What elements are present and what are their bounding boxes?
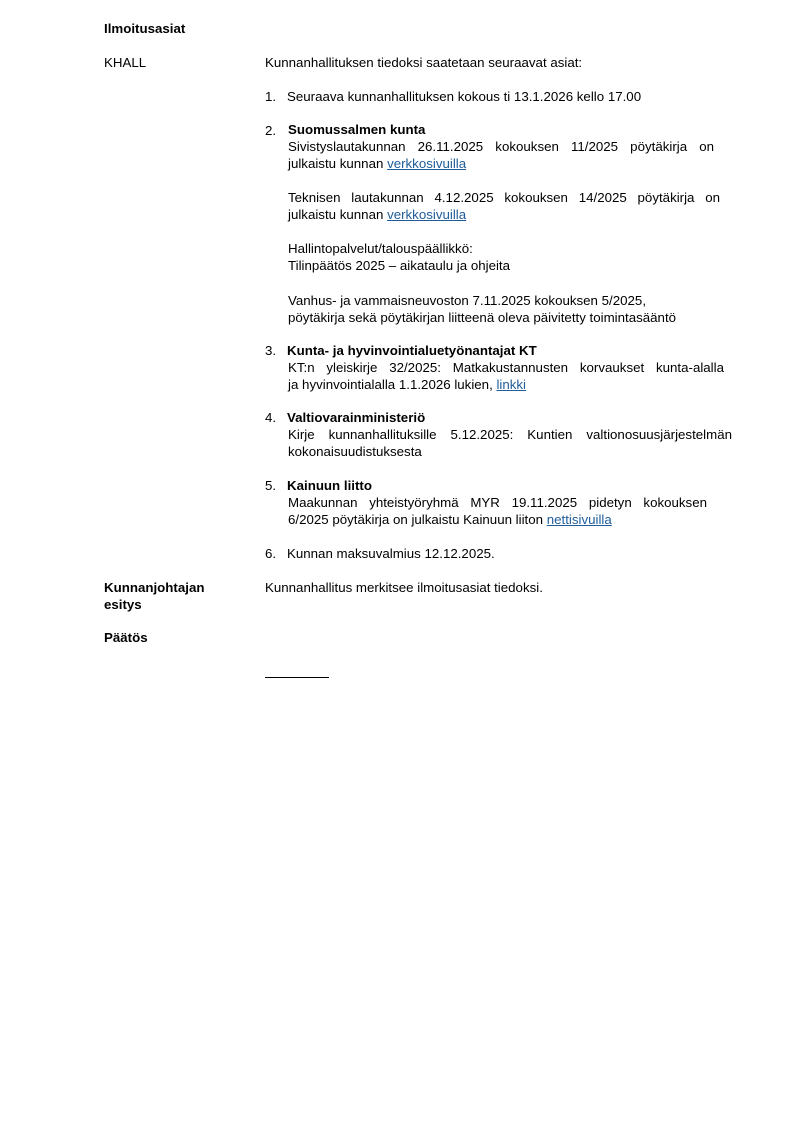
item-2-entry-1-line-2 — [288, 155, 714, 172]
item-3-line-1: KT:n yleiskirje 32/2025: Matkakustannusten korvaukset kunta-alalla — [288, 360, 724, 375]
item-4-number: 4. — [265, 410, 277, 425]
decision-label: Päätös — [104, 630, 148, 645]
item-2-heading: Suomussalmen kunta — [288, 122, 426, 137]
item-2-entry-4-line-2: pöytäkirja sekä pöytäkirjan liitteenä oleva päivitetty toimintasääntö — [288, 310, 677, 325]
item-2-entry-1-line-1: Sivistyslautakunnan 26.11.2025 kokouksen 11/2025 pöytäkirja on — [288, 139, 714, 154]
proposal-label-line-1: Kunnanjohtajan — [104, 580, 205, 595]
item-5-line-1: Maakunnan yhteistyöryhmä MYR 19.11.2025 pidetyn kokouksen — [288, 495, 707, 510]
item-3-number: 3. — [265, 343, 277, 358]
item-4-body — [288, 426, 732, 460]
item-1-text: Seuraava kunnanhallituksen kokous ti 13.1.2026 kello 17.00 — [287, 89, 642, 104]
item-6-text: Kunnan maksuvalmius 12.12.2025. — [287, 546, 495, 561]
item-2-entry-1-prefix: julkaistu kunnan — [288, 156, 388, 171]
item-5-line-2 — [288, 511, 707, 528]
item-5-link[interactable]: nettisivuilla — [546, 512, 612, 527]
item-2-entry-3-line-2: Tilinpäätös 2025 – aikataulu ja ohjeita — [288, 258, 511, 273]
proposal-text: Kunnanhallitus merkitsee ilmoitusasiat tiedoksi. — [265, 580, 543, 595]
item-2-entry-2 — [288, 189, 720, 223]
khall-label: KHALL — [104, 55, 147, 70]
item-3-line-2 — [288, 376, 724, 393]
item-5-body — [288, 494, 707, 528]
item-2-entry-2-link[interactable]: verkkosivuilla — [387, 207, 467, 222]
item-4-line-2: kokonaisuudistuksesta — [288, 444, 422, 459]
proposal-label-line-2: esitys — [104, 597, 142, 612]
decision-signature-line — [265, 677, 329, 678]
item-5-number: 5. — [265, 478, 277, 493]
item-6-number: 6. — [265, 546, 277, 561]
item-3-heading: Kunta- ja hyvinvointialuetyönantajat KT — [287, 343, 537, 358]
item-2-entry-4 — [288, 292, 738, 326]
item-2-entry-1-link[interactable]: verkkosivuilla — [387, 156, 467, 171]
item-2-entry-2-prefix: julkaistu kunnan — [288, 207, 388, 222]
item-2-entry-2-line-1: Teknisen lautakunnan 4.12.2025 kokouksen 14/2025 pöytäkirja on — [288, 190, 720, 205]
item-2-entry-4-line-1: Vanhus- ja vammaisneuvoston 7.11.2025 kokouksen 5/2025, — [288, 293, 647, 308]
item-1-number: 1. — [265, 89, 277, 104]
item-3-prefix: ja hyvinvointialalla 1.1.2026 lukien, — [288, 377, 497, 392]
item-2-entry-2-line-2 — [288, 206, 720, 223]
item-2-number: 2. — [265, 123, 277, 138]
item-5-heading: Kainuun liitto — [287, 478, 372, 493]
item-3-link[interactable]: linkki — [496, 377, 527, 392]
item-2-entry-3 — [288, 240, 738, 274]
item-2-entry-1 — [288, 138, 714, 172]
section-title: Ilmoitusasiat — [104, 21, 186, 36]
item-2-entry-3-line-1: Hallintopalvelut/talouspäällikkö: — [288, 241, 473, 256]
item-4-line-1: Kirje kunnanhallituksille 5.12.2025: Kuntien valtionosuusjärjestelmän — [288, 427, 732, 442]
intro-text: Kunnanhallituksen tiedoksi saatetaan seuraavat asiat: — [265, 55, 583, 70]
item-5-prefix: 6/2025 pöytäkirja on julkaistu Kainuun liiton — [288, 512, 547, 527]
item-4-heading: Valtiovarainministeriö — [287, 410, 426, 425]
item-3-body — [288, 359, 724, 393]
proposal-label — [104, 579, 204, 613]
